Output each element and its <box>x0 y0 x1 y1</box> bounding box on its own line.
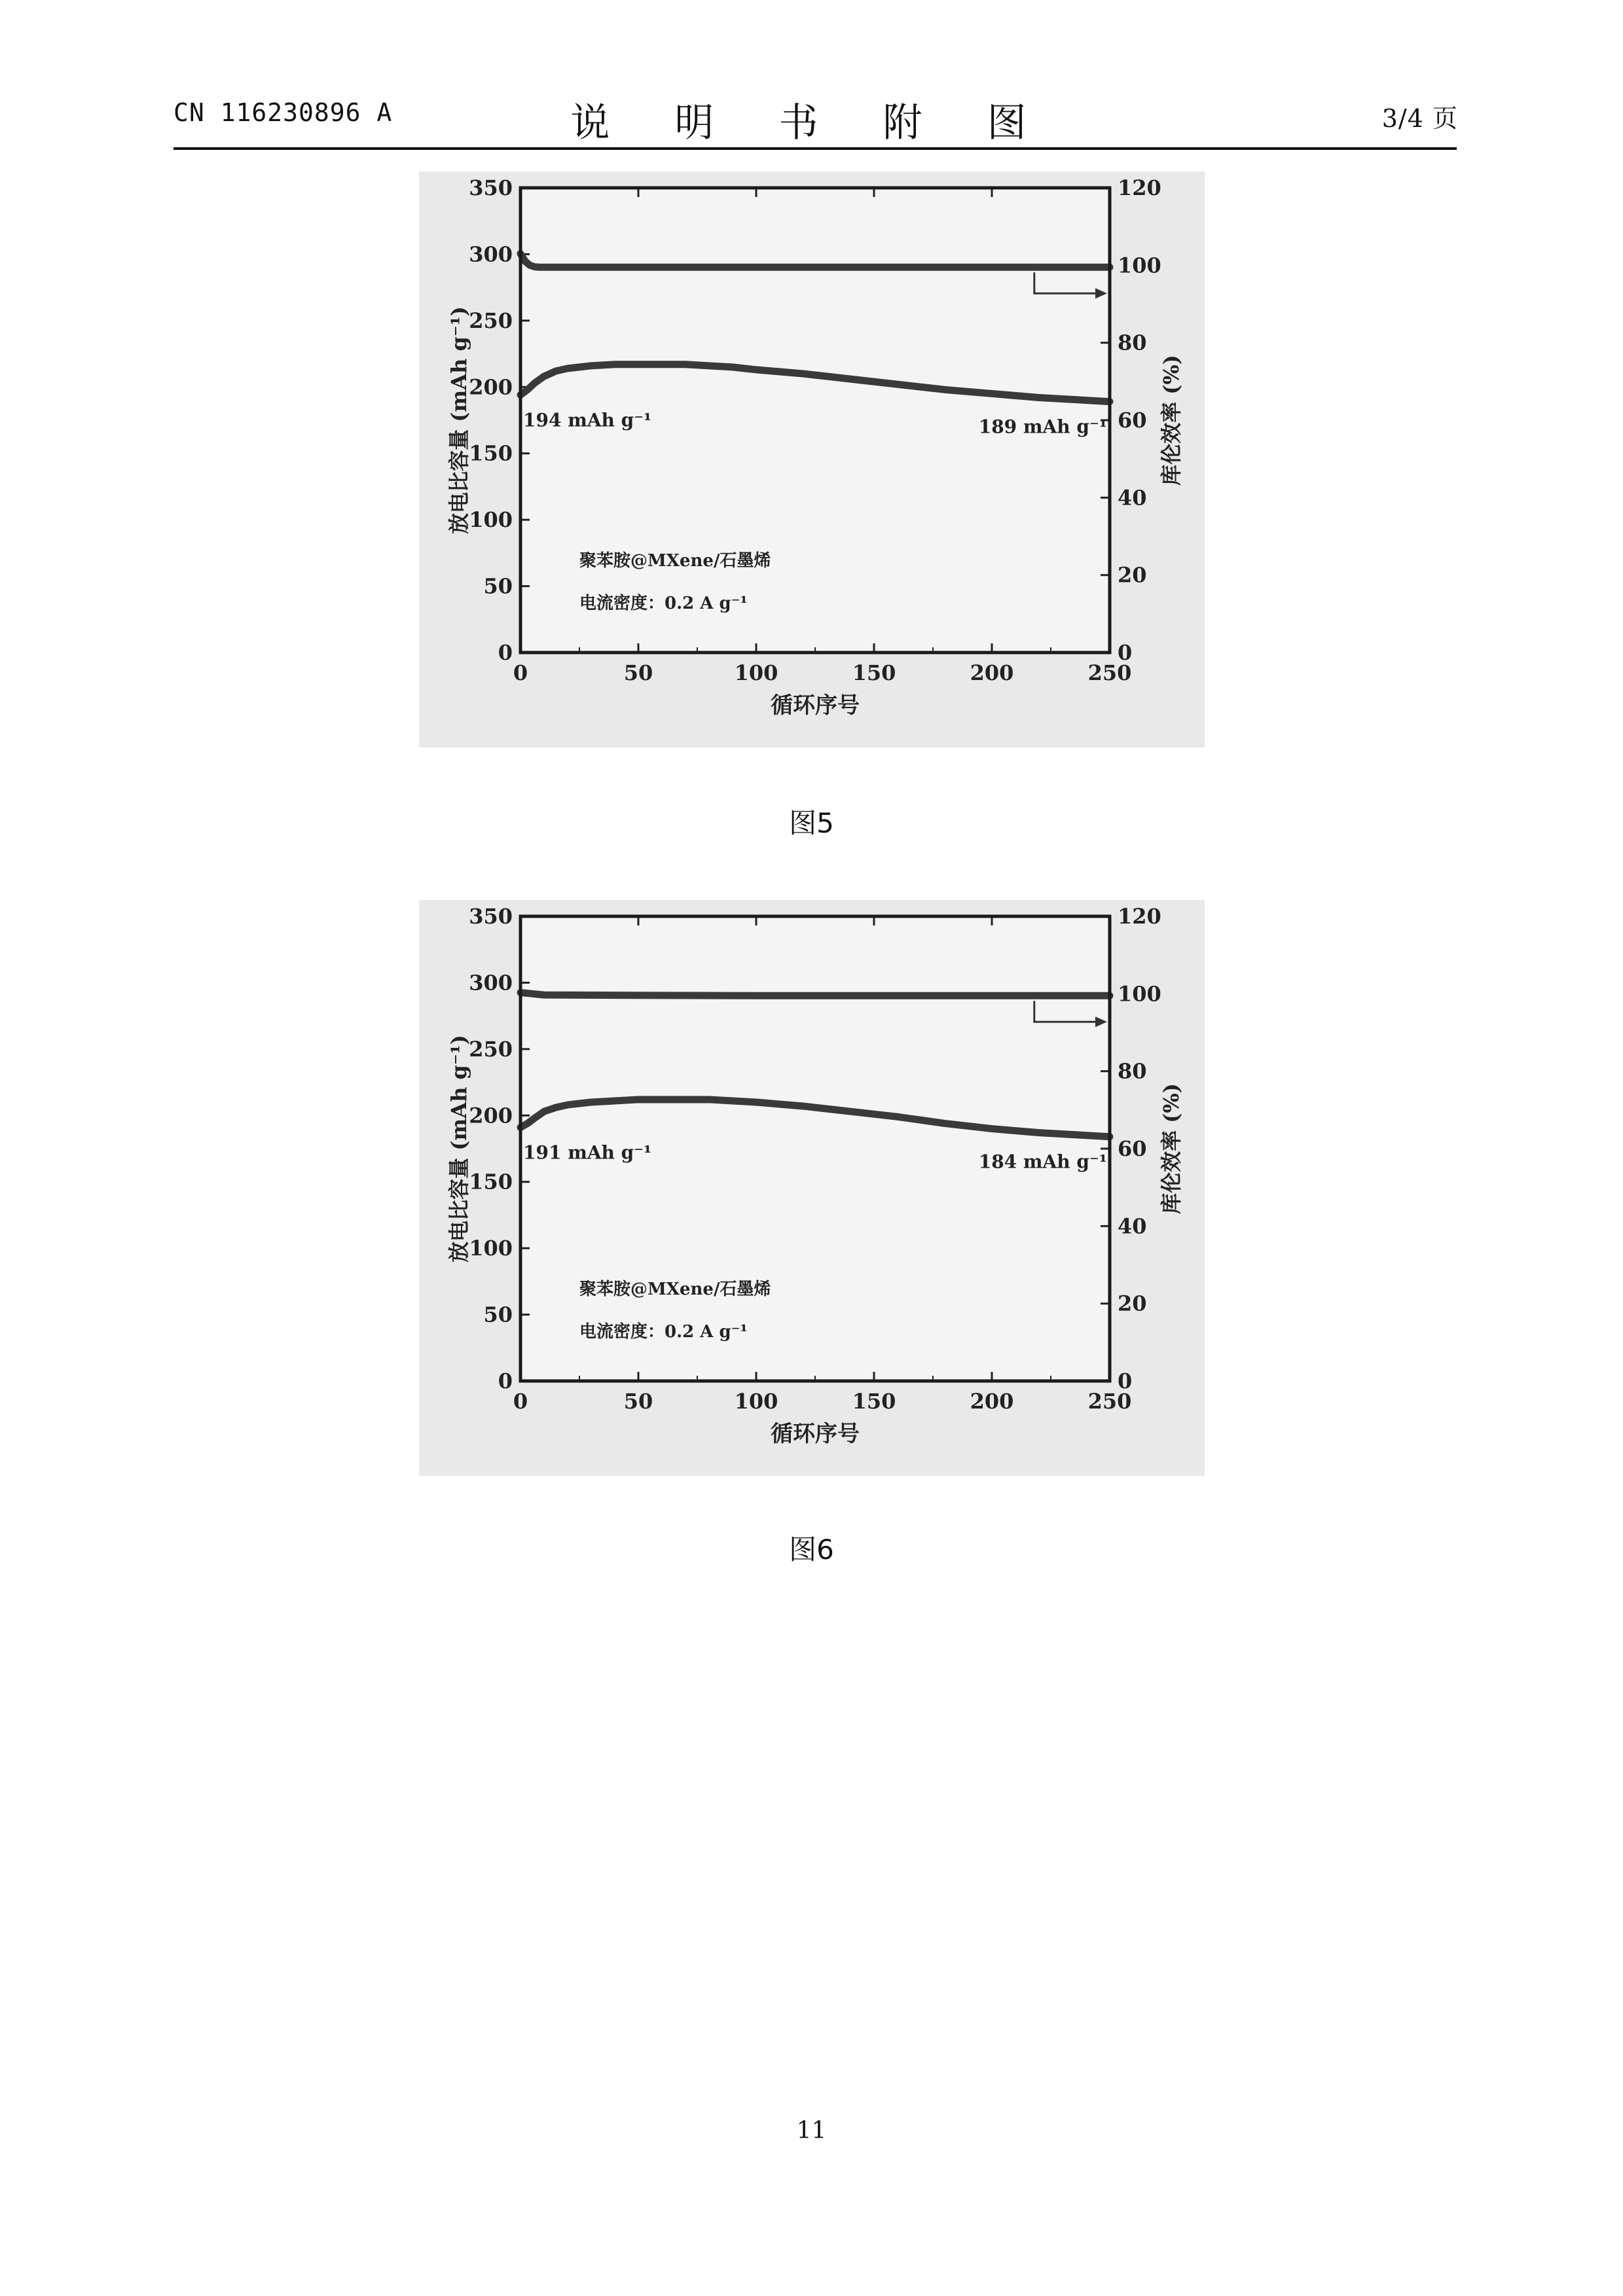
annotation-initial-capacity: 194 mAh g⁻¹ <box>522 409 651 431</box>
y-tick-label: 0 <box>498 640 513 665</box>
y2-tick-label: 100 <box>1117 981 1161 1007</box>
y2-tick-label: 120 <box>1117 175 1161 200</box>
y2-axis-label: 库伦效率 (%) <box>1158 1083 1184 1214</box>
patent-number: CN 116230896 A <box>173 98 393 127</box>
y2-tick-label: 20 <box>1117 1291 1147 1316</box>
legend-material: 聚苯胺@MXene/石墨烯 <box>579 1280 771 1300</box>
y-tick-label: 50 <box>483 1302 513 1327</box>
y-tick-label: 350 <box>468 175 513 200</box>
x-tick-label: 0 <box>513 660 528 685</box>
x-tick-label: 200 <box>970 660 1013 685</box>
y-tick-label: 50 <box>483 573 513 599</box>
y2-tick-label: 40 <box>1117 1213 1147 1239</box>
annotation-initial-capacity: 191 mAh g⁻¹ <box>522 1141 651 1164</box>
series-line-coulombic-efficiency <box>520 993 1110 996</box>
x-tick-label: 0 <box>513 1389 528 1414</box>
x-tick-label: 150 <box>852 1389 896 1414</box>
annotation-final-capacity: 184 mAh g⁻¹ <box>978 1151 1107 1173</box>
y2-tick-label: 40 <box>1117 485 1147 511</box>
x-tick-label: 100 <box>734 1389 778 1414</box>
x-tick-label: 100 <box>734 660 778 685</box>
x-axis-label: 循环序号 <box>770 692 860 719</box>
figure-6 <box>0 900 1623 1476</box>
y-tick-label: 250 <box>468 1036 513 1062</box>
x-tick-label: 250 <box>1087 1389 1131 1414</box>
annotation-final-capacity: 189 mAh g⁻¹ <box>978 416 1107 438</box>
y2-tick-label: 80 <box>1117 1058 1147 1084</box>
legend-current-density: 电流密度：0.2 A g⁻¹ <box>579 594 748 614</box>
y2-tick-label: 60 <box>1117 1136 1147 1161</box>
x-tick-label: 150 <box>852 660 896 685</box>
y-tick-label: 200 <box>468 374 513 400</box>
figure-5 <box>0 171 1623 747</box>
y2-tick-label: 60 <box>1117 408 1147 433</box>
y2-tick-label: 0 <box>1117 640 1132 665</box>
x-tick-label: 50 <box>623 660 653 685</box>
y-tick-label: 250 <box>468 308 513 333</box>
page-title: 说 明 书 附 图 <box>570 100 1053 146</box>
y2-tick-label: 120 <box>1117 904 1161 929</box>
legend-material: 聚苯胺@MXene/石墨烯 <box>579 551 771 571</box>
y-tick-label: 0 <box>498 1369 513 1393</box>
x-tick-label: 250 <box>1087 660 1131 685</box>
y2-tick-label: 0 <box>1117 1369 1132 1393</box>
y-tick-label: 200 <box>468 1103 513 1128</box>
y-tick-label: 300 <box>468 970 513 996</box>
y-tick-label: 150 <box>468 440 513 466</box>
y-axis-label: 放电比容量 (mAh g⁻¹) <box>446 1035 471 1263</box>
x-tick-label: 50 <box>623 1389 653 1414</box>
legend-current-density: 电流密度：0.2 A g⁻¹ <box>579 1322 748 1342</box>
y-tick-label: 150 <box>468 1169 513 1194</box>
page-number: 11 <box>796 2117 827 2144</box>
y2-tick-label: 100 <box>1117 253 1161 278</box>
y-tick-label: 100 <box>468 1236 513 1261</box>
chart-figure-5 <box>419 171 1205 747</box>
figure-5-caption: 图5 <box>789 807 834 839</box>
y2-axis-label: 库伦效率 (%) <box>1158 355 1184 486</box>
header-rule <box>173 147 1457 150</box>
y-tick-label: 350 <box>468 904 513 929</box>
x-axis-label: 循环序号 <box>770 1421 860 1447</box>
y-tick-label: 100 <box>468 507 513 533</box>
x-tick-label: 200 <box>970 1389 1013 1414</box>
y-axis-label: 放电比容量 (mAh g⁻¹) <box>446 306 471 534</box>
y2-tick-label: 20 <box>1117 562 1147 588</box>
figure-6-caption: 图6 <box>789 1534 834 1566</box>
y2-tick-label: 80 <box>1117 330 1147 355</box>
page-count: 3/4 页 <box>1381 104 1458 133</box>
chart-figure-6 <box>419 900 1205 1476</box>
y-tick-label: 300 <box>468 242 513 267</box>
